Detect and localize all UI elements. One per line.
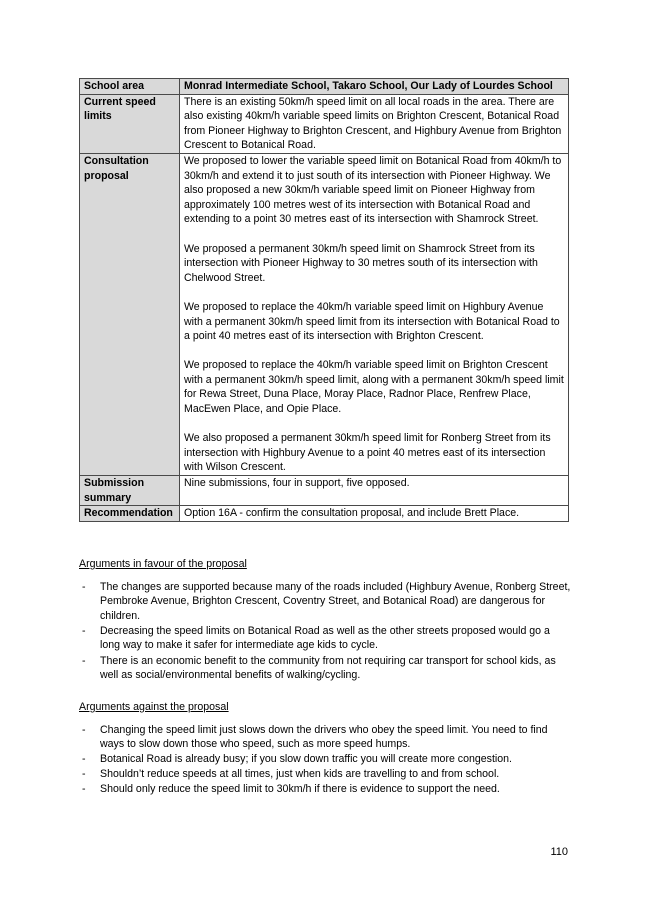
list-item xyxy=(79,654,571,683)
list-item-text: Should only reduce the speed limit to 30km/h if there is evidence to support the need. xyxy=(100,783,500,796)
row-label: Current speed limits xyxy=(80,94,180,153)
row-label: Recommendation xyxy=(80,506,180,522)
list-item xyxy=(79,767,571,782)
table-row xyxy=(80,476,569,506)
list-item-text: Botanical Road is already busy; if you slow down traffic you will create more congestion. xyxy=(100,753,512,766)
dash-marker: - xyxy=(82,768,86,781)
list-item-text: Shouldn’t reduce speeds at all times, just when kids are travelling to and from school. xyxy=(100,768,500,781)
table-row xyxy=(80,94,569,153)
row-paragraph: There is an existing 50km/h speed limit on all local roads in the area. There are also existing 40km/h variable speed limits on Brighton Crescent, Botanical Road from Pioneer Highway to Brighton Crescent, and Highbury Avenue from Brighton Crescent to Botanical Road. xyxy=(184,95,562,152)
list-item xyxy=(79,624,571,653)
dash-marker: - xyxy=(82,783,86,796)
favour-list xyxy=(79,580,571,683)
against-section xyxy=(79,700,571,798)
row-label: School area xyxy=(80,79,180,95)
dash-marker: - xyxy=(82,723,86,736)
list-item xyxy=(79,752,571,767)
favour-heading: Arguments in favour of the proposal xyxy=(79,558,247,570)
list-item-text: Changing the speed limit just slows down the drivers who obey the speed limit. You need to find ways to slow down those who speed, such as more speed humps. xyxy=(100,723,548,751)
list-item-text: There is an economic benefit to the community from not requiring car transport for school kids, as well as social/environmental benefits of walking/cycling. xyxy=(100,654,556,682)
row-paragraph: Monrad Intermediate School, Takaro School, Our Lady of Lourdes School xyxy=(184,80,553,92)
row-value xyxy=(180,476,569,506)
row-value xyxy=(180,94,569,153)
dash-marker: - xyxy=(82,580,86,593)
against-heading: Arguments against the proposal xyxy=(79,701,229,713)
row-paragraph: We also proposed a permanent 30km/h speed limit for Ronberg Street from its intersection with Highbury Avenue to a point 40 metres east of its intersection with Wilson Crescent. xyxy=(184,432,551,474)
row-value xyxy=(180,79,569,95)
row-value xyxy=(180,506,569,522)
dash-marker: - xyxy=(82,624,86,637)
list-item-text: Decreasing the speed limits on Botanical Road as well as the other streets proposed would go a long way to make it safer for intermediate age kids to cycle. xyxy=(100,624,550,652)
table-row xyxy=(80,153,569,475)
speed-limit-table xyxy=(79,78,569,522)
row-paragraph: We proposed a permanent 30km/h speed limit on Shamrock Street from its intersection with Pioneer Highway to 30 metres south of its intersection with Chelwood Street. xyxy=(184,242,538,284)
row-paragraph: We proposed to lower the variable speed limit on Botanical Road from 40km/h to 30km/h and extend it to just south of its intersection with Pioneer Highway. We also proposed a new 30km/h variable speed limit on Pioneer Highway from approximately 100 metres west of its intersection with Botanical Road and extending to a point 30 metres east of its intersection with Shamrock Street. xyxy=(184,154,562,226)
page-number: 110 xyxy=(550,846,568,858)
list-item xyxy=(79,782,571,797)
row-paragraph: Option 16A - confirm the consultation proposal, and include Brett Place. xyxy=(184,507,520,520)
row-label: Submission summary xyxy=(80,476,180,506)
table-row xyxy=(80,506,569,522)
against-list xyxy=(79,723,571,797)
list-item xyxy=(79,580,571,624)
dash-marker: - xyxy=(82,753,86,766)
row-paragraph: Nine submissions, four in support, five opposed. xyxy=(184,477,410,490)
dash-marker: - xyxy=(82,654,86,667)
row-paragraph: We proposed to replace the 40km/h variable speed limit on Highbury Avenue with a permanent 30km/h speed limit from its intersection with Botanical Road to a point 40 metres east of its intersection with Brighton Crescent. xyxy=(184,300,560,343)
table-row xyxy=(80,79,569,95)
list-item-text: The changes are supported because many of the roads included (Highbury Avenue, Ronberg Street, Pembroke Avenue, Brighton Crescent, Coventry Street, and Botanical Road) are dangerous for children. xyxy=(100,580,571,622)
favour-section xyxy=(79,557,571,683)
list-item xyxy=(79,723,571,752)
row-label: Consultation proposal xyxy=(80,153,180,475)
row-paragraph: We proposed to replace the 40km/h variable speed limit on Brighton Crescent with a permanent 30km/h speed limit, along with a permanent 30km/h speed limit for Rewa Street, Duna Place, Moray Place, Radnor Place, Renfrew Place, MacEwen Place, and Opie Place. xyxy=(184,359,564,416)
row-value xyxy=(180,153,569,475)
